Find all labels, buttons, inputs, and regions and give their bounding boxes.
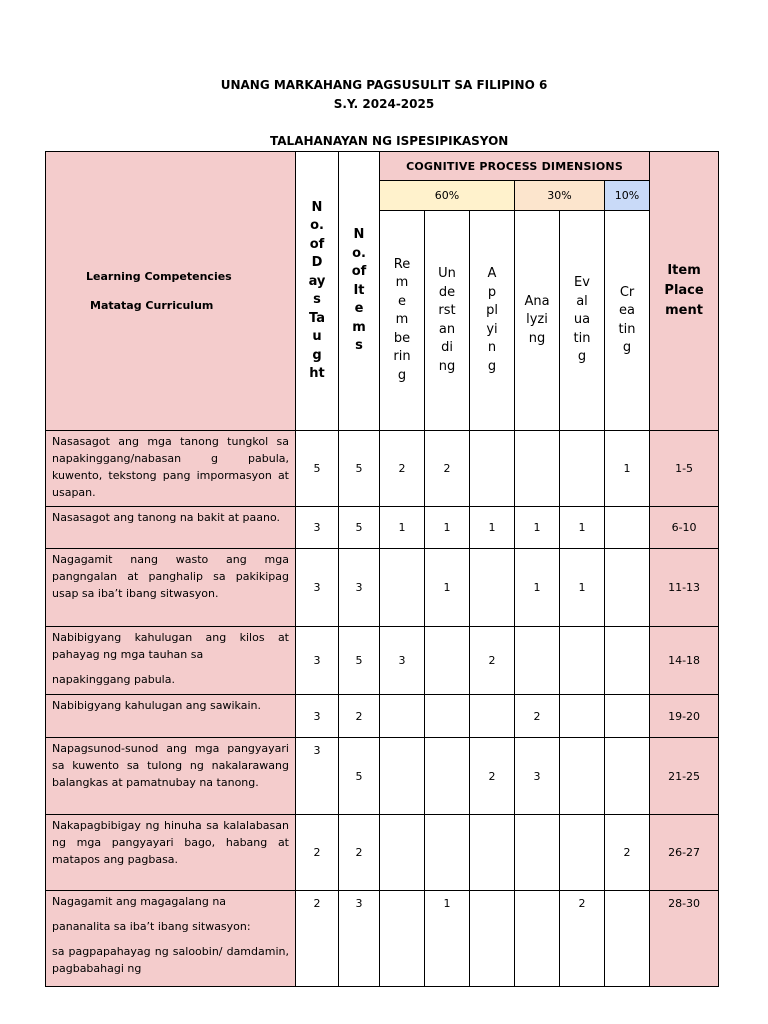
- remembering-cell: 3: [380, 627, 425, 695]
- learning-competencies-header: [46, 152, 296, 431]
- competency-cell: [46, 627, 296, 695]
- days-cell: 3: [296, 738, 339, 815]
- understanding-cell: [425, 738, 470, 815]
- creating-cell: [605, 695, 650, 738]
- days-cell: 2: [296, 891, 339, 987]
- items-cell: 3: [339, 549, 380, 627]
- remembering-cell: 1: [380, 507, 425, 549]
- days-cell: 2: [296, 815, 339, 891]
- table-title: TALAHANAYAN NG ISPESIPIKASYON: [270, 134, 509, 148]
- creating-cell: [605, 627, 650, 695]
- competency-text: Nakapagbibigay ng hinuha sa kalalabasan ng mga pangyayari bago, habang at matapos ang pagbasa.: [52, 819, 289, 866]
- table-row: [46, 738, 719, 815]
- creating-cell: [605, 891, 650, 987]
- learning-competencies-label: Learning Competencies: [86, 270, 232, 283]
- days-cell: 3: [296, 549, 339, 627]
- placement-cell: 14-18: [650, 627, 719, 695]
- applying-cell: [470, 695, 515, 738]
- understanding-cell: [425, 695, 470, 738]
- remembering-cell: 2: [380, 431, 425, 507]
- competency-cell: [46, 549, 296, 627]
- placement-cell: 11-13: [650, 549, 719, 627]
- applying-cell: 1: [470, 507, 515, 549]
- items-cell: 5: [339, 627, 380, 695]
- understanding-cell: [425, 627, 470, 695]
- competency-text: Nasasagot ang mga tanong tungkol sa napakinggang/nabasan g pabula, kuwento, tekstong pang impormasyon at usapan.: [52, 435, 289, 499]
- competency-text: napakinggang pabula.: [52, 673, 175, 686]
- remembering-cell: [380, 891, 425, 987]
- placement-cell: 21-25: [650, 738, 719, 815]
- table-row: [46, 627, 719, 695]
- creating-cell: [605, 738, 650, 815]
- no-of-items-header: [339, 152, 380, 431]
- items-cell: 5: [339, 507, 380, 549]
- table-row: [46, 815, 719, 891]
- analyzing-cell: 1: [515, 507, 560, 549]
- placement-cell: 6-10: [650, 507, 719, 549]
- evaluating-header: [560, 211, 605, 431]
- applying-label: Applying: [486, 266, 498, 374]
- items-cell: 2: [339, 695, 380, 738]
- competency-text: pananalita sa iba’t ibang sitwasyon:: [52, 920, 251, 933]
- remembering-label: Remembering: [393, 256, 411, 383]
- applying-cell: [470, 549, 515, 627]
- analyzing-cell: [515, 431, 560, 507]
- analyzing-header: [515, 211, 560, 431]
- school-year: S.Y. 2024-2025: [333, 97, 435, 111]
- exam-title: UNANG MARKAHANG PAGSUSULIT SA FILIPINO 6: [220, 78, 548, 92]
- remembering-cell: [380, 738, 425, 815]
- evaluating-cell: [560, 738, 605, 815]
- evaluating-label: Evaluating: [573, 275, 591, 365]
- days-cell: 3: [296, 627, 339, 695]
- applying-cell: [470, 431, 515, 507]
- evaluating-cell: 2: [560, 891, 605, 987]
- remembering-cell: [380, 815, 425, 891]
- placement-cell: 19-20: [650, 695, 719, 738]
- pct-30-cell: 30%: [515, 181, 605, 211]
- understanding-header: [425, 211, 470, 431]
- remembering-cell: [380, 695, 425, 738]
- evaluating-cell: [560, 695, 605, 738]
- understanding-cell: 1: [425, 507, 470, 549]
- competency-text: Nasasagot ang tanong na bakit at paano.: [52, 511, 281, 524]
- understanding-label: Understanding: [438, 266, 456, 374]
- applying-cell: [470, 815, 515, 891]
- pct-60-cell: 60%: [380, 181, 515, 211]
- table-row: [46, 507, 719, 549]
- placement-cell: 28-30: [650, 891, 719, 987]
- analyzing-cell: 2: [515, 695, 560, 738]
- competency-cell: [46, 738, 296, 815]
- days-taught-header: [296, 152, 339, 431]
- table-row: [46, 549, 719, 627]
- no-of-items-label: No. of Items: [351, 227, 367, 354]
- competency-text: Nabibigyang kahulugan ang kilos at pahayag ng mga tauhan sa: [52, 631, 289, 661]
- analyzing-cell: [515, 815, 560, 891]
- placement-cell: 1-5: [650, 431, 719, 507]
- pct-10-cell: 10%: [605, 181, 650, 211]
- competency-text: Nabibigyang kahulugan ang sawikain.: [52, 699, 261, 712]
- competency-text: sa pagpapahayag ng saloobin/ damdamin, pagbabahagi ng: [52, 945, 289, 975]
- days-cell: 3: [296, 695, 339, 738]
- applying-cell: 2: [470, 627, 515, 695]
- understanding-cell: 2: [425, 431, 470, 507]
- item-placement-header: [650, 152, 719, 431]
- competency-cell: [46, 695, 296, 738]
- items-cell: 2: [339, 815, 380, 891]
- competency-text: Nagagamit nang wasto ang mga pangngalan at panghalip sa pakikipag usap sa iba’t ibang sitwasyon.: [52, 553, 289, 600]
- competency-cell: [46, 891, 296, 987]
- remembering-header: [380, 211, 425, 431]
- competency-cell: [46, 507, 296, 549]
- evaluating-cell: [560, 627, 605, 695]
- items-cell: 5: [339, 738, 380, 815]
- items-cell: 3: [339, 891, 380, 987]
- table-row: [46, 431, 719, 507]
- item-placement-label: Item Placement: [664, 263, 704, 318]
- creating-label: Creating: [618, 284, 636, 355]
- table-row: [46, 695, 719, 738]
- competency-text: Napagsunod-sunod ang mga pangyayari sa kuwento sa tulong ng nakalarawang balangkas at pamatnubay na tanong.: [52, 742, 289, 789]
- specification-table: [45, 151, 719, 987]
- days-taught-label: No. of Days Taught: [308, 199, 326, 381]
- matatag-curriculum-label: Matatag Curriculum: [90, 299, 214, 312]
- evaluating-cell: 1: [560, 507, 605, 549]
- table-row: [46, 891, 719, 987]
- understanding-cell: 1: [425, 891, 470, 987]
- evaluating-cell: [560, 815, 605, 891]
- applying-header: [470, 211, 515, 431]
- analyzing-cell: 1: [515, 549, 560, 627]
- days-cell: 5: [296, 431, 339, 507]
- cognitive-dimensions-header: COGNITIVE PROCESS DIMENSIONS: [380, 152, 650, 181]
- competency-text: Nagagamit ang magagalang na: [52, 895, 227, 908]
- evaluating-cell: 1: [560, 549, 605, 627]
- applying-cell: 2: [470, 738, 515, 815]
- remembering-cell: [380, 549, 425, 627]
- creating-cell: 1: [605, 431, 650, 507]
- days-cell: 3: [296, 507, 339, 549]
- applying-cell: [470, 891, 515, 987]
- placement-cell: 26-27: [650, 815, 719, 891]
- competency-cell: [46, 815, 296, 891]
- items-cell: 5: [339, 431, 380, 507]
- creating-cell: [605, 507, 650, 549]
- understanding-cell: 1: [425, 549, 470, 627]
- analyzing-label: Analyzing: [524, 293, 550, 346]
- creating-header: [605, 211, 650, 431]
- analyzing-cell: [515, 891, 560, 987]
- evaluating-cell: [560, 431, 605, 507]
- competency-cell: [46, 431, 296, 507]
- creating-cell: 2: [605, 815, 650, 891]
- analyzing-cell: [515, 627, 560, 695]
- understanding-cell: [425, 815, 470, 891]
- creating-cell: [605, 549, 650, 627]
- analyzing-cell: 3: [515, 738, 560, 815]
